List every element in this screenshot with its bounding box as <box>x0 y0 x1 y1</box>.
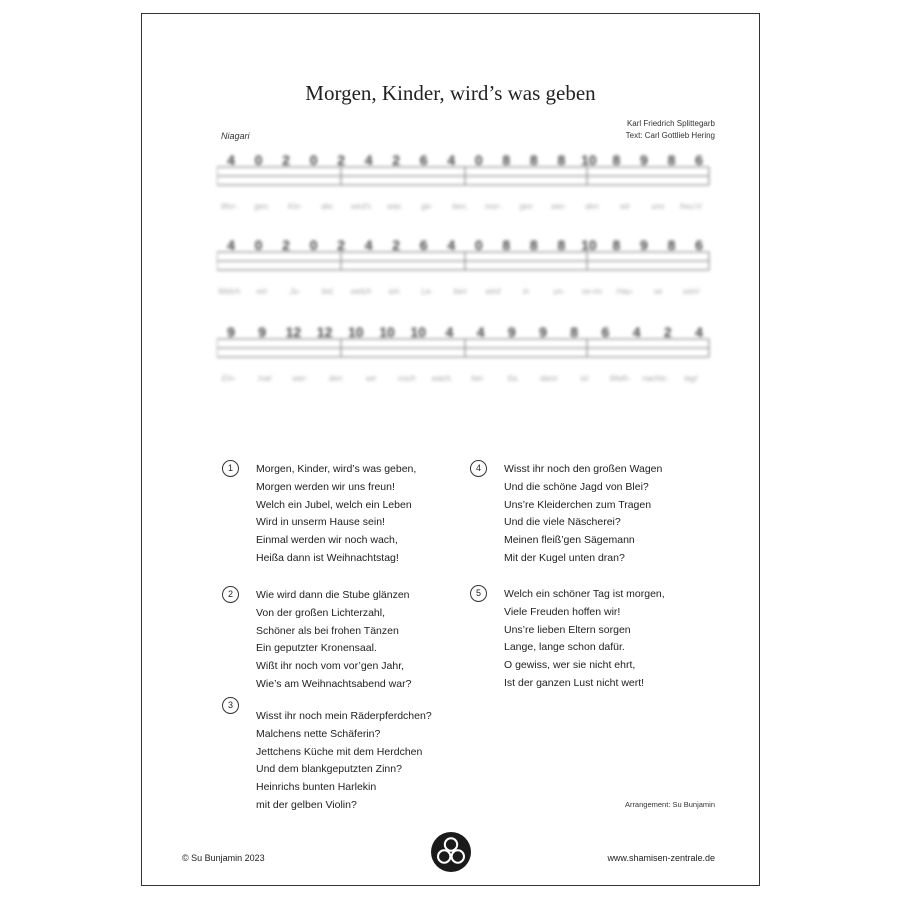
tab-note: 8 <box>557 152 566 168</box>
tab-note: 2 <box>663 324 672 340</box>
tab-note: 8 <box>529 152 538 168</box>
tab-note: 6 <box>419 152 428 168</box>
brand-logo-icon <box>430 831 472 873</box>
verse-2 <box>222 586 452 696</box>
verse-line: Wisst ihr noch den großen Wagen <box>504 463 663 475</box>
tab-note: 6 <box>695 237 703 253</box>
verse-line: Malchens nette Schäferin? <box>256 727 381 740</box>
verse-number: 5 <box>470 585 487 602</box>
tab-lyric: un- <box>553 287 565 296</box>
tab-lyric: Kin- <box>287 202 303 211</box>
tab-note: 2 <box>337 237 346 253</box>
tab-lyric: ben <box>453 287 467 296</box>
tab-note: 2 <box>392 237 401 253</box>
style-label: Niagari <box>221 131 250 141</box>
tab-note: 9 <box>507 324 516 340</box>
tab-lyric: Le- <box>421 287 433 296</box>
arrangement-credit: Arrangement: Su Bunjamin <box>624 800 715 809</box>
verse-5 <box>470 585 700 695</box>
verse-line: Einmal werden wir noch wach, <box>256 534 398 547</box>
verse-line: Meinen fleiß’gen Sägemann <box>504 534 635 547</box>
tab-lyric: Mor- <box>220 202 238 211</box>
tab-note: 6 <box>695 152 703 168</box>
tab-lyric: se-rm <box>581 287 603 296</box>
website-link[interactable]: www.shamisen-zentrale.de <box>607 853 715 863</box>
tab-lyric: gen <box>519 202 533 211</box>
verse-4 <box>470 460 700 570</box>
verse-line: Mit der Kugel unten dran? <box>504 551 625 564</box>
tab-note: 10 <box>581 152 597 168</box>
tab-lyric: ein <box>256 287 268 296</box>
tab-note: 8 <box>502 152 511 168</box>
tab-lyric: ben, <box>452 202 468 211</box>
tab-lyric: welch <box>350 287 372 296</box>
tab-note: 10 <box>581 237 597 253</box>
verse-line: Uns’re lieben Eltern sorgen <box>504 623 631 636</box>
tab-lyric: freu'n! <box>680 202 702 211</box>
verse-line: Wisst ihr noch mein Räderpferdchen? <box>256 710 432 722</box>
tab-lyric: sein! <box>682 287 700 296</box>
tab-lyric: nachts- <box>642 374 669 383</box>
tab-note: 0 <box>474 237 483 253</box>
tab-note: 4 <box>695 324 703 340</box>
tab-lyric: ßa, <box>507 374 520 383</box>
tab-note: 9 <box>227 324 235 340</box>
tab-note: 4 <box>364 237 373 253</box>
verse-line: Heinrichs bunten Harlekin <box>256 781 377 794</box>
tab-lyric: mal <box>258 374 271 383</box>
verse-line: Heißa dann ist Weihnachtstag! <box>256 551 399 564</box>
tab-note: 10 <box>410 324 426 340</box>
tab-note: 4 <box>364 152 373 168</box>
tab-lyric: der, <box>321 202 335 211</box>
tab-note: 6 <box>601 324 610 340</box>
tab-note: 4 <box>227 152 235 168</box>
verse-number: 3 <box>222 697 239 714</box>
tab-lyric: Ju- <box>289 287 301 296</box>
verse-line: Von der großen Lichterzahl, <box>256 606 385 619</box>
tab-note: 9 <box>258 324 267 340</box>
tab-lyric: se <box>653 287 663 296</box>
tab-lyric: in <box>522 287 530 296</box>
tablature <box>217 149 714 449</box>
tab-note: 6 <box>419 237 428 253</box>
tab-lyric: ist <box>580 374 589 383</box>
verse-line: Wie’s am Weihnachtsabend war? <box>256 677 412 690</box>
lyricist-credit: Text: Carl Gottlieb Hering <box>625 131 715 140</box>
tab-lyric: noch <box>398 374 416 383</box>
tab-note: 0 <box>254 152 263 168</box>
verse-line: Viele Freuden hoffen wir! <box>504 605 621 618</box>
verse-line: Und die viele Näscherei? <box>504 516 621 529</box>
tab-lyric: wird's <box>350 202 372 211</box>
tab-note: 2 <box>282 237 290 253</box>
tab-note: 8 <box>667 237 676 253</box>
tab-lyric: ge- <box>421 202 433 211</box>
tab-lyric: gen, <box>254 202 270 211</box>
tab-note: 0 <box>309 152 318 168</box>
tab-lyric: wer- <box>551 202 567 211</box>
verse-line: Welch ein Jubel, welch ein Leben <box>256 498 412 511</box>
tab-note: 9 <box>539 324 547 340</box>
tab-note: 8 <box>667 152 676 168</box>
tab-lyric: tag! <box>684 374 698 383</box>
copyright: © Su Bunjamin 2023 <box>182 853 265 863</box>
tab-note: 8 <box>612 237 621 253</box>
tab-lyric: den <box>328 374 343 383</box>
sheet-page <box>141 13 760 886</box>
tab-lyric: Welch <box>217 287 241 296</box>
tab-note: 4 <box>447 237 456 253</box>
verse-line: mit der gelben Violin? <box>256 798 357 811</box>
tab-lyric: hei- <box>471 374 485 383</box>
verse-1 <box>222 460 452 570</box>
tab-note: 8 <box>612 152 621 168</box>
tab-lyric: Ein- <box>221 374 237 383</box>
tab-lyric: dann <box>539 374 558 383</box>
tab-note: 8 <box>557 237 566 253</box>
tab-note: 2 <box>282 152 290 168</box>
tab-note: 2 <box>337 152 346 168</box>
tab-lyric: ein <box>388 287 400 296</box>
tab-note: 0 <box>309 237 318 253</box>
verse-line: Und dem blankgeputzten Zinn? <box>256 763 402 776</box>
tab-lyric: wach, <box>431 374 453 383</box>
verse-line: O gewiss, wer sie nicht ehrt, <box>504 659 636 672</box>
tab-lyric: wir <box>619 202 631 211</box>
verse-3 <box>222 697 462 817</box>
tab-lyric: mor- <box>484 202 502 211</box>
tab-note: 10 <box>379 324 395 340</box>
tab-note: 4 <box>445 324 454 340</box>
verse-number: 4 <box>470 460 487 477</box>
tab-note: 4 <box>447 152 456 168</box>
verse-line: Und die schöne Jagd von Blei? <box>504 480 649 493</box>
tab-lyric: Hau- <box>616 287 634 296</box>
tab-note: 4 <box>476 324 485 340</box>
tab-note: 4 <box>632 324 641 340</box>
tab-note: 12 <box>316 324 333 340</box>
song-title: Morgen, Kinder, wird’s was geben <box>305 81 596 105</box>
tab-note: 9 <box>640 152 648 168</box>
tab-lyric: was <box>386 202 402 211</box>
verse-line: Ein geputzter Kronensaal. <box>256 642 377 655</box>
verse-line: Morgen werden wir uns freun! <box>256 480 395 493</box>
verse-line: Jettchens Küche mit dem Herdchen <box>256 745 423 758</box>
verse-line: Uns’re Kleiderchen zum Tragen <box>504 498 652 511</box>
verse-line: Wie wird dann die Stube glänzen <box>256 589 410 601</box>
verse-line: Welch ein schöner Tag ist morgen, <box>504 588 665 600</box>
tab-lyric: Weih- <box>609 374 631 383</box>
verse-number: 1 <box>222 460 239 477</box>
tab-lyric: bel, <box>321 287 335 296</box>
verse-line: Morgen, Kinder, wird’s was geben, <box>256 463 417 475</box>
tab-note: 0 <box>474 152 483 168</box>
tab-lyric: uns <box>651 202 665 211</box>
composer-credit: Karl Friedrich Splittegarb <box>626 119 715 128</box>
tab-lyric: wird <box>485 287 501 296</box>
tab-note: 0 <box>254 237 263 253</box>
tab-note: 2 <box>392 152 401 168</box>
verse-line: Lange, lange schon dafür. <box>504 641 625 654</box>
tab-lyric: wir <box>366 374 377 383</box>
verse-number: 2 <box>222 586 239 603</box>
tab-lyric: wer- <box>292 374 308 383</box>
verse-line: Schöner als bei frohen Tänzen <box>256 624 399 637</box>
tab-lyric: den <box>585 202 599 211</box>
tab-note: 9 <box>640 237 648 253</box>
tab-note: 4 <box>227 237 235 253</box>
verse-line: Wißt ihr noch vom vor’gen Jahr, <box>256 660 405 673</box>
verse-line: Wird in unserm Hause sein! <box>256 516 385 529</box>
tab-note: 8 <box>502 237 511 253</box>
tab-note: 8 <box>529 237 538 253</box>
tab-note: 8 <box>570 324 579 340</box>
tab-note: 12 <box>285 324 302 340</box>
tab-note: 10 <box>348 324 364 340</box>
verse-line: Ist der ganzen Lust nicht wert! <box>504 676 645 689</box>
